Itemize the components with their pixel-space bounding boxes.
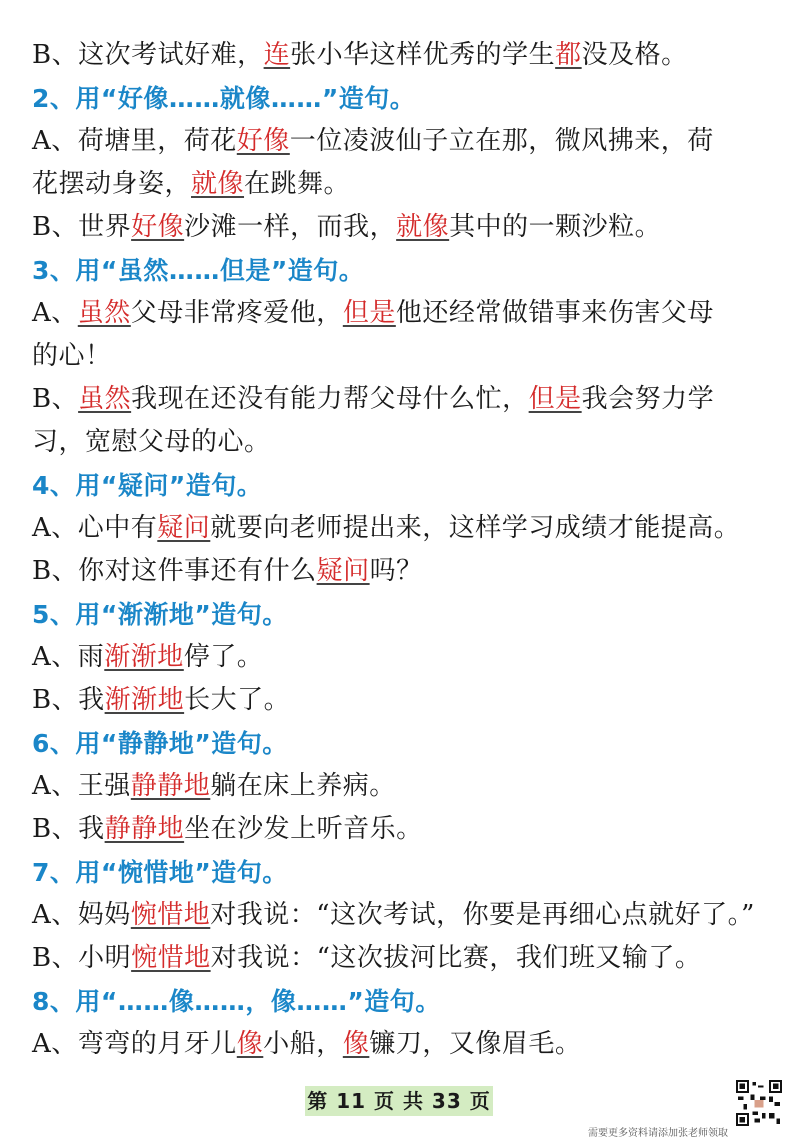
section-heading — [32, 464, 772, 507]
highlighted-keyword: 惋惜地 — [130, 900, 211, 930]
highlighted-keyword: 像 — [342, 1029, 370, 1059]
highlighted-keyword: 虽然 — [77, 298, 131, 328]
text-segment: 在跳舞。 — [244, 169, 351, 199]
highlighted-keyword: 连 — [263, 40, 291, 70]
text-segment: A、 — [32, 298, 78, 328]
text-segment: 我会努力学 — [581, 384, 715, 414]
sentence-line — [32, 120, 772, 163]
highlighted-keyword: 疑问 — [316, 556, 370, 586]
sentence-line — [32, 335, 772, 378]
text-segment: B、 — [32, 384, 79, 414]
text-segment: 躺在床上养病。 — [210, 771, 396, 801]
text-segment: 父母非常疼爱他， — [130, 298, 343, 328]
text-segment: 就要向老师提出来，这样学习成绩才能提高。 — [210, 513, 741, 543]
highlighted-keyword: 静静地 — [104, 814, 185, 844]
highlighted-keyword: 就像 — [191, 169, 245, 199]
highlighted-keyword: 疑问 — [157, 513, 211, 543]
highlighted-keyword: 渐渐地 — [104, 685, 185, 715]
sentence-line — [32, 937, 772, 980]
text-segment: 镰刀，又像眉毛。 — [369, 1029, 582, 1059]
text-segment: 8、用“……像……，像……”造句。 — [32, 987, 441, 1016]
section-heading — [32, 980, 772, 1023]
text-segment: 习，宽慰父母的心。 — [32, 427, 271, 457]
text-segment: 小船， — [263, 1029, 343, 1059]
text-segment: 长大了。 — [184, 685, 291, 715]
sentence-line — [32, 421, 772, 464]
highlighted-keyword: 虽然 — [78, 384, 132, 414]
text-segment: 3、用“虽然……但是”造句。 — [32, 256, 365, 285]
text-segment: B、小明 — [32, 943, 132, 973]
highlighted-keyword: 像 — [236, 1029, 264, 1059]
text-segment: 我现在还没有能力帮父母什么忙， — [131, 384, 529, 414]
text-segment: 6、用“静静地”造句。 — [32, 729, 288, 758]
highlighted-keyword: 都 — [555, 40, 582, 70]
text-segment: 吗？ — [369, 556, 423, 586]
sentence-line — [32, 507, 772, 550]
text-segment: A、荷塘里，荷花 — [32, 126, 237, 156]
footer-note: 需要更多资料请添加张老师领取 — [588, 1128, 728, 1139]
text-segment: B、我 — [32, 685, 105, 715]
highlighted-keyword: 就像 — [396, 212, 450, 242]
sentence-line — [32, 679, 772, 722]
sentence-line — [32, 378, 772, 421]
sentence-line — [32, 550, 772, 593]
text-segment: 对我说：“这次拔河比赛，我们班又输了。 — [210, 943, 702, 973]
section-heading — [32, 249, 772, 292]
text-segment: B、世界 — [32, 212, 132, 242]
text-segment: 坐在沙发上听音乐。 — [184, 814, 423, 844]
sentence-line — [32, 808, 772, 851]
section-heading — [32, 593, 772, 636]
qr-code-icon — [736, 1080, 782, 1126]
page-footer — [0, 1080, 800, 1139]
text-segment: 沙滩一样，而我， — [184, 212, 397, 242]
text-segment: 2、用“好像……就像……”造句。 — [32, 84, 416, 113]
text-segment: 对我说：“这次考试，你要是再细心点就好了。” — [210, 900, 755, 930]
text-segment: 其中的一颗沙粒。 — [449, 212, 662, 242]
document-body — [32, 34, 772, 1066]
sentence-line — [32, 292, 772, 335]
text-segment: A、王强 — [32, 771, 131, 801]
section-heading — [32, 77, 772, 120]
text-segment: 没及格。 — [581, 40, 688, 70]
text-segment: B、这次考试好难， — [32, 40, 264, 70]
highlighted-keyword: 但是 — [342, 298, 396, 328]
sentence-line — [32, 1023, 772, 1066]
text-segment: 张小华这样优秀的学生 — [290, 40, 556, 70]
highlighted-keyword: 惋惜地 — [131, 943, 211, 973]
text-segment: A、妈妈 — [32, 900, 131, 930]
text-segment: 花摆动身姿， — [32, 169, 192, 199]
sentence-line — [32, 894, 772, 937]
text-segment: B、你对这件事还有什么 — [32, 556, 317, 586]
text-segment: 他还经常做错事来伤害父母 — [395, 298, 714, 328]
text-segment: A、心中有 — [32, 513, 158, 543]
text-segment: A、弯弯的月牙儿 — [32, 1029, 237, 1059]
sentence-line — [32, 765, 772, 808]
text-segment: 停了。 — [183, 642, 264, 672]
text-segment: 的心！ — [32, 341, 112, 371]
text-segment: B、我 — [32, 814, 105, 844]
highlighted-keyword: 但是 — [528, 384, 582, 414]
text-segment: 5、用“渐渐地”造句。 — [32, 600, 288, 629]
section-heading — [32, 722, 772, 765]
sentence-line — [32, 163, 772, 206]
text-segment: 一位凌波仙子立在那，微风拂来，荷 — [289, 126, 714, 156]
page-number: 第 11 页 共 33 页 — [305, 1086, 493, 1116]
sentence-line — [32, 636, 772, 679]
text-segment: 4、用“疑问”造句。 — [32, 471, 263, 500]
highlighted-keyword: 渐渐地 — [104, 642, 184, 672]
text-segment: A、雨 — [32, 642, 105, 672]
section-heading — [32, 851, 772, 894]
highlighted-keyword: 好像 — [131, 212, 185, 242]
highlighted-keyword: 静静地 — [130, 771, 211, 801]
sentence-line — [32, 206, 772, 249]
text-segment: 7、用“惋惜地”造句。 — [32, 858, 288, 887]
sentence-line — [32, 34, 772, 77]
highlighted-keyword: 好像 — [236, 126, 290, 156]
